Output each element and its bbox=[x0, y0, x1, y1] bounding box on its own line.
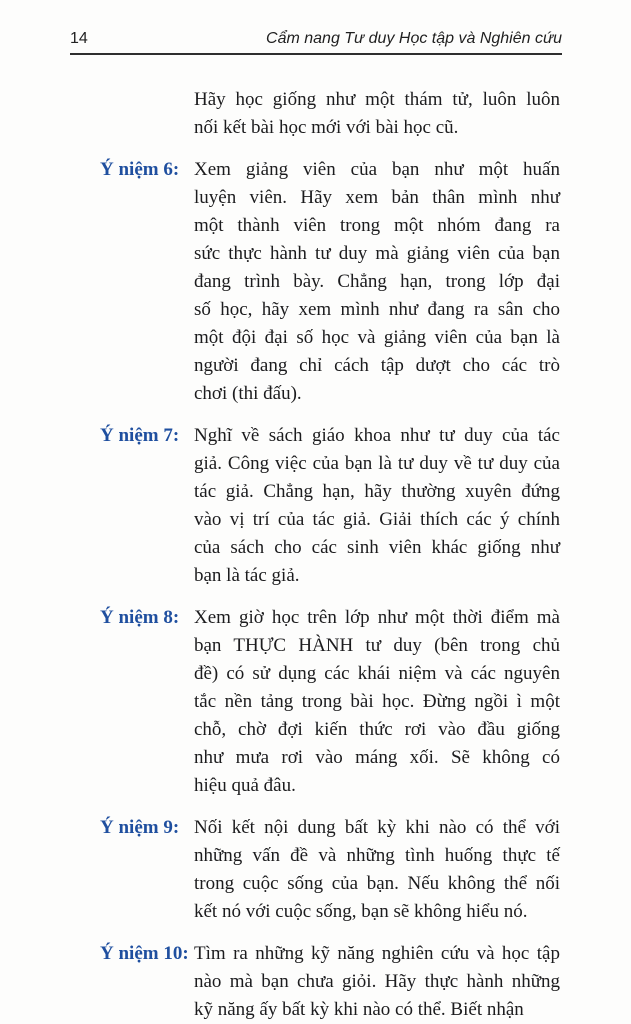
idea-item bbox=[100, 422, 560, 590]
intro-line: Hãy học giống như một thám tử, luôn luôn bbox=[194, 89, 560, 110]
page-header bbox=[70, 30, 562, 55]
running-title: Cẩm nang Tư duy Học tập và Nghiên cứu bbox=[266, 30, 562, 47]
intro-line: nối kết bài học mới với bài học cũ. bbox=[194, 117, 459, 138]
idea-label: Ý niệm 10: bbox=[100, 943, 189, 964]
idea-line: hiệu quả đâu. bbox=[194, 775, 296, 796]
idea-line: như mưa rơi vào máng xối. Sẽ không có bbox=[194, 747, 560, 768]
idea-line: luyện viên. Hãy xem bản thân mình như bbox=[194, 187, 560, 208]
idea-line: kết nó với cuộc sống, bạn sẽ không hiểu nó. bbox=[194, 901, 528, 922]
idea-text bbox=[194, 814, 560, 926]
idea-line: Xem giờ học trên lớp như một thời điểm mà bbox=[194, 607, 560, 628]
idea-label: Ý niệm 8: bbox=[100, 607, 180, 628]
idea-line: tác giả. Chẳng hạn, hãy thường xuyên đứng bbox=[194, 481, 560, 502]
page-number: 14 bbox=[70, 30, 88, 47]
idea-line: Tìm ra những kỹ năng nghiên cứu và học tập bbox=[194, 943, 560, 964]
idea-line: sức thực hành tư duy mà giảng viên của bạn bbox=[194, 243, 560, 264]
intro-paragraph bbox=[100, 86, 560, 142]
idea-line: chỗ, chờ đợi kiến thức rơi vào đầu giống bbox=[194, 719, 560, 740]
idea-line: nào mà bạn chưa giỏi. Hãy thực hành những bbox=[194, 971, 560, 992]
idea-line: kỹ năng ấy bất kỳ khi nào có thể. Biết nhận bbox=[194, 999, 524, 1020]
idea-line: bạn THỰC HÀNH tư duy (bên trong chủ bbox=[194, 635, 560, 656]
idea-text bbox=[194, 156, 560, 408]
idea-line: bạn là tác giả. bbox=[194, 565, 300, 586]
idea-line: của sách cho các sinh viên khác giống như bbox=[194, 537, 560, 558]
idea-line: số học, hãy xem mình như đang ra sân cho bbox=[194, 299, 560, 320]
idea-label: Ý niệm 6: bbox=[100, 159, 180, 180]
page-body bbox=[100, 86, 560, 1024]
idea-item bbox=[100, 156, 560, 408]
idea-line: đang trình bày. Chẳng hạn, trong lớp đại bbox=[194, 271, 560, 292]
idea-item bbox=[100, 604, 560, 800]
idea-line: Nối kết nội dung bất kỳ khi nào có thể với bbox=[194, 817, 560, 838]
idea-line: trong cuộc sống của bạn. Nếu không thể nối bbox=[194, 873, 560, 894]
idea-label: Ý niệm 7: bbox=[100, 425, 180, 446]
idea-label: Ý niệm 9: bbox=[100, 817, 180, 838]
idea-line: một thành viên trong một nhóm đang ra bbox=[194, 215, 560, 236]
idea-line: người đang chỉ cách tập dượt cho các trò bbox=[194, 355, 560, 376]
idea-line: một đội đại số học và giảng viên của bạn là bbox=[194, 327, 560, 348]
idea-line: vào vị trí của tác giả. Giải thích các ý chính bbox=[194, 509, 560, 530]
idea-item bbox=[100, 940, 560, 1024]
intro-paragraph-text bbox=[194, 86, 560, 142]
idea-text bbox=[194, 422, 560, 590]
idea-line: giả. Công việc của bạn là tư duy về tư duy của bbox=[194, 453, 560, 474]
idea-line: đề) có sử dụng các khái niệm và các nguyên bbox=[194, 663, 560, 684]
idea-line: Xem giảng viên của bạn như một huấn bbox=[194, 159, 560, 180]
idea-text bbox=[194, 604, 560, 800]
idea-line: chơi (thi đấu). bbox=[194, 383, 302, 404]
idea-line: những vấn đề và những tình huống thực tế bbox=[194, 845, 560, 866]
idea-line: Nghĩ về sách giáo khoa như tư duy của tác bbox=[194, 425, 560, 446]
idea-item bbox=[100, 814, 560, 926]
idea-line: tắc nền tảng trong bài học. Đừng ngồi ì một bbox=[194, 691, 560, 712]
idea-list bbox=[100, 156, 560, 1024]
idea-text bbox=[194, 940, 560, 1024]
intro-label-spacer bbox=[100, 86, 194, 142]
